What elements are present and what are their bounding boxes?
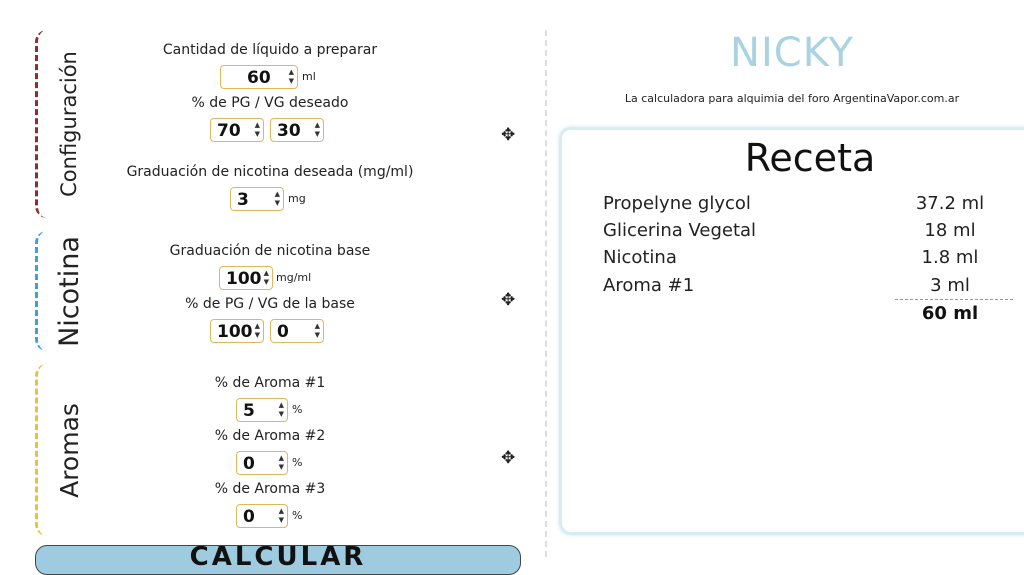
base-pgvg-label: % de PG / VG de la base [185, 296, 355, 312]
nic-base-label: Graduación de nicotina base [169, 243, 371, 259]
base-vg-value: 0 [277, 322, 289, 342]
aroma-1-value: 5 [243, 401, 255, 421]
ingredient-amount: 18 ml [924, 220, 976, 241]
vg-value: 30 [277, 121, 301, 141]
spinner-icon[interactable]: ▲ ▼ [278, 401, 284, 418]
aroma-3-unit: % [292, 509, 303, 522]
config-title: Configuración [57, 51, 82, 197]
panel-divider [545, 30, 547, 557]
nic-unit: mg [288, 192, 306, 205]
vg-input[interactable] [270, 118, 324, 142]
config-title-wrap [49, 30, 89, 218]
nic-base-value: 100 [226, 269, 262, 289]
aroma-2-label: % de Aroma #2 [214, 428, 326, 444]
base-vg-input[interactable] [270, 319, 324, 343]
recipe-card [559, 127, 1024, 535]
nic-value: 3 [237, 190, 249, 210]
brand-logo: NICKY [730, 30, 854, 76]
aroma-1-input[interactable] [236, 398, 288, 422]
brand-tagline: La calculadora para alquimia del foro ArgentinaVapor.com.ar [624, 92, 960, 105]
nic-input[interactable] [230, 187, 284, 211]
aroma-3-label: % de Aroma #3 [214, 481, 326, 497]
spinner-icon[interactable]: ▲ ▼ [288, 68, 294, 85]
pgvg-label: % de PG / VG deseado [191, 95, 349, 111]
ingredient-amount: 3 ml [930, 275, 970, 296]
base-pg-input[interactable] [210, 319, 264, 343]
spinner-icon[interactable]: ▲ ▼ [263, 269, 269, 286]
aroma-1-unit: % [292, 403, 303, 416]
pg-value: 70 [217, 121, 241, 141]
aroma-2-value: 0 [243, 454, 255, 474]
move-arrows-icon[interactable]: ✥ [501, 290, 516, 310]
move-arrows-icon[interactable]: ✥ [501, 125, 516, 145]
aroma-1-label: % de Aroma #1 [214, 375, 326, 391]
amount-input[interactable] [220, 65, 298, 89]
spinner-icon[interactable]: ▲ ▼ [274, 190, 280, 207]
spinner-icon[interactable]: ▲ ▼ [278, 507, 284, 524]
spinner-icon[interactable]: ▲ ▼ [314, 121, 320, 138]
nicotina-title: Nicotina [53, 235, 85, 347]
spinner-icon[interactable]: ▲ ▼ [254, 322, 260, 339]
calculate-button[interactable]: CALCULAR [35, 545, 521, 575]
amount-label: Cantidad de líquido a preparar [162, 42, 378, 58]
ingredient-name: Glicerina Vegetal [603, 220, 757, 241]
recipe-total: 60 ml [921, 303, 979, 324]
aroma-3-value: 0 [243, 507, 255, 527]
aroma-2-input[interactable] [236, 451, 288, 475]
spinner-icon[interactable]: ▲ ▼ [278, 454, 284, 471]
pg-input[interactable] [210, 118, 264, 142]
aroma-3-input[interactable] [236, 504, 288, 528]
nic-label: Graduación de nicotina deseada (mg/ml) [126, 164, 414, 180]
ingredient-name: Nicotina [603, 247, 677, 268]
amount-unit: ml [302, 70, 316, 83]
move-arrows-icon[interactable]: ✥ [501, 448, 516, 468]
aromas-title: Aromas [54, 402, 84, 498]
recipe-title: Receta [744, 136, 876, 180]
ingredient-amount: 37.2 ml [915, 193, 985, 214]
ingredient-name: Propelyne glycol [603, 193, 751, 214]
sum-divider [895, 299, 1013, 300]
nic-base-input[interactable] [219, 266, 273, 290]
spinner-icon[interactable]: ▲ ▼ [314, 322, 320, 339]
base-pg-value: 100 [217, 322, 253, 342]
amount-value: 60 [247, 68, 271, 88]
ingredient-amount: 1.8 ml [921, 247, 979, 268]
nic-base-unit: mg/ml [276, 271, 312, 284]
spinner-icon[interactable]: ▲ ▼ [254, 121, 260, 138]
aroma-2-unit: % [292, 456, 303, 469]
ingredient-name: Aroma #1 [603, 275, 695, 296]
